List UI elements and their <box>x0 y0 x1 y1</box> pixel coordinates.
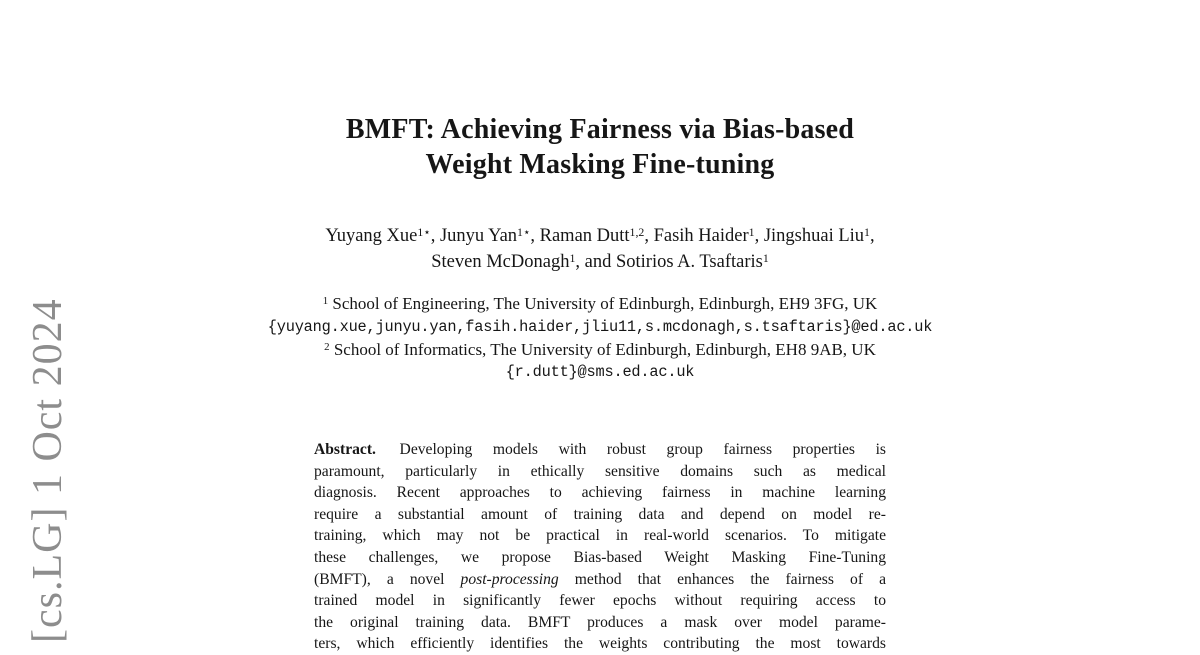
title-line-1: BMFT: Achieving Fairness via Bias-based <box>345 114 855 145</box>
author-line-1: Yuyang Xue$^{1⋆}$, Junyu Yan$^{1⋆}$, Raman Dutt$^{1,2}$, Fasih Haider$^1$, Jingshuai Liu$^1$, <box>325 224 875 246</box>
abstract-line: paramount, particularly in ethically sensitive domains such as medical <box>314 462 886 480</box>
author-list <box>0 223 1200 275</box>
arxiv-watermark: [cs.LG] 1 Oct 2024 <box>25 298 71 643</box>
abstract-text <box>314 439 886 655</box>
affiliation-1-email: {yuyang.xue,junyu.yan,fasih.haider,jliu11,s.mcdonagh,s.tsaftaris}@ed.ac.uk <box>267 317 933 336</box>
abstract-section <box>0 439 1200 655</box>
abstract-line: ters, which efficiently identifies the weights contributing the most towards <box>314 635 886 653</box>
title-line-2: Weight Masking Fine-tuning <box>425 149 775 180</box>
abstract-line: trained model in significantly fewer epochs without requiring access to <box>314 592 886 610</box>
abstract-line: diagnosis. Recent approaches to achieving fairness in machine learning <box>314 484 886 502</box>
affiliation-1: $^1$ School of Engineering, The University of Edinburgh, Edinburgh, EH9 3FG, UK <box>322 294 878 313</box>
abstract-line: (BMFT), a novel post-processing method that enhances the fairness of a <box>314 570 887 588</box>
abstract-line: these challenges, we propose Bias-based Weight Masking Fine-Tuning <box>314 548 886 566</box>
author-line-2: Steven McDonagh$^1$, and Sotirios A. Tsaftaris$^1$ <box>431 250 769 272</box>
paper-title <box>0 112 1200 182</box>
abstract-line: require a substantial amount of training data and depend on model re- <box>314 505 886 523</box>
abstract-line: training, which may not be practical in real-world scenarios. To mitigate <box>314 527 886 545</box>
affiliations <box>0 293 1200 384</box>
affiliation-2: $^2$ School of Informatics, The University of Edinburgh, Edinburgh, EH8 9AB, UK <box>324 339 876 359</box>
affiliation-2-email: {r.dutt}@sms.ed.ac.uk <box>505 363 695 382</box>
abstract-line: the original training data. BMFT produces a mask over model parame- <box>314 613 886 631</box>
abstract-line: Abstract. Developing models with robust group fairness properties is <box>314 441 886 458</box>
